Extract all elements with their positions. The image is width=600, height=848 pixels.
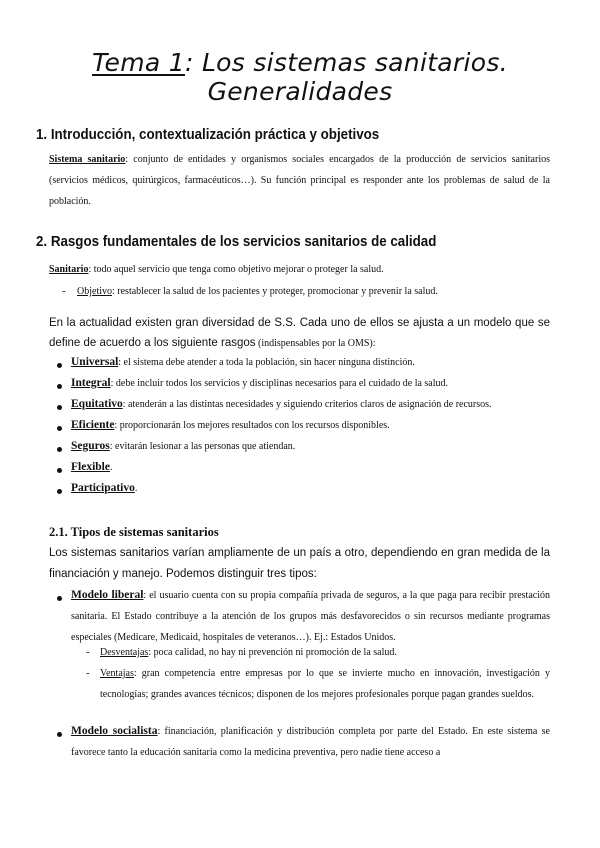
trait-equitativo [71, 398, 492, 410]
objetivo-definition [77, 286, 438, 297]
bullet-icon [57, 732, 62, 737]
modelo-liberal-term: Modelo liberal [71, 589, 144, 601]
trait-term: Eficiente [71, 419, 115, 431]
sanitario-definition [49, 264, 384, 275]
desventajas-text: : poca calidad, no hay ni prevención ni promoción de la salud. [148, 647, 397, 658]
section-2-1-heading: 2.1. Tipos de sistemas sanitarios [49, 525, 219, 539]
trait-text: : atenderán a las distintas necesidades y siguiendo criterios claros de asignación de recursos. [122, 399, 492, 410]
title-rest: : Los sistemas sanitarios. Generalidades [184, 48, 508, 106]
sistema-sanitario-text: : conjunto de entidades y organismos sociales encargados de la producción de servicios sanitarios (servicios médicos, quirúrgicos, farmacéuticos…). Su función principal es responder ante los problemas de salud de la población. [49, 154, 550, 207]
trait-universal [71, 356, 415, 368]
objetivo-text: : restablecer la salud de los pacientes y proteger, promocionar y prevenir la salud. [112, 286, 438, 297]
desventajas-dash: - [86, 646, 90, 658]
section-1-heading: 1. Introducción, contextualización práctica y objetivos [36, 127, 380, 143]
bullet-icon [57, 489, 62, 494]
bullet-icon [57, 447, 62, 452]
section-2-intro [49, 313, 550, 354]
objetivo-term: Objetivo [77, 286, 112, 297]
trait-term: Integral [71, 377, 111, 389]
sanitario-text: : todo aquel servicio que tenga como objetivo mejorar o proteger la salud. [88, 264, 384, 275]
sistema-sanitario-term: Sistema sanitario [49, 154, 126, 165]
document-title [0, 48, 600, 106]
trait-flexible [71, 461, 112, 473]
sanitario-term: Sanitario [49, 264, 89, 275]
section-1-paragraph [49, 149, 550, 212]
desventajas-term: Desventajas [100, 647, 149, 658]
desventajas-item [100, 647, 397, 658]
trait-term: Flexible [71, 461, 110, 473]
ventajas-term: Ventajas [100, 668, 134, 679]
modelo-liberal [71, 585, 550, 648]
trait-term: Equitativo [71, 398, 123, 410]
ventajas-text: : gran competencia entre empresas por lo que se invierte mucho en innovación, investigación y tecnologías; grandes avances técnicos; disponen de los mejores profesionales porque pagan grandes sueldos. [100, 668, 550, 700]
trait-participativo [71, 482, 137, 494]
trait-seguros [71, 440, 295, 452]
trait-term: Universal [71, 356, 119, 368]
bullet-icon [57, 596, 62, 601]
bullet-icon [57, 405, 62, 410]
section-2-heading: 2. Rasgos fundamentales de los servicios sanitarios de calidad [36, 234, 437, 250]
trait-text: : proporcionarán los mejores resultados con los recursos disponibles. [114, 420, 390, 431]
ventajas-item [100, 663, 550, 705]
modelo-socialista [71, 721, 550, 763]
modelo-liberal-text: : el usuario cuenta con su propia compañía privada de seguros, a la que paga para recibir prestación sanitaria. El Estado contribuye a la atención de los grupos más desfavorecidos o sin recursos mediante programas especiales (Medicare, Medicaid, hospitales de veteranos…). Ej.: Estados Unidos. [71, 590, 550, 643]
bullet-icon [57, 363, 62, 368]
section-2-intro-text: En la actualidad existen gran diversidad de S.S. Cada uno de ellos se ajusta a un modelo que se define de acuerdo a los siguiente rasgos [49, 317, 550, 349]
trait-term: Participativo [71, 482, 135, 494]
trait-text: : evitarán lesionar a las personas que atiendan. [109, 441, 296, 452]
modelo-socialista-text: : financiación, planificación y distribución completa por parte del Estado. En este sistema se favorece tanto la educación sanitaria como la medicina preventiva, pero nadie tiene acceso a [71, 726, 550, 758]
objetivo-dash: - [62, 285, 66, 297]
modelo-socialista-term: Modelo socialista [71, 725, 158, 737]
trait-eficiente [71, 419, 390, 431]
bullet-icon [57, 468, 62, 473]
trait-text: . [134, 483, 138, 494]
bullet-icon [57, 384, 62, 389]
trait-text: : debe incluir todos los servicios y disciplinas necesarios para el cuidado de la salud. [110, 378, 449, 389]
title-prefix: Tema 1 [92, 48, 185, 77]
ventajas-dash: - [86, 667, 90, 679]
section-2-intro-note: (indispensables por la OMS): [255, 338, 376, 349]
trait-text: . [109, 462, 113, 473]
trait-term: Seguros [71, 440, 110, 452]
bullet-icon [57, 426, 62, 431]
trait-integral [71, 377, 448, 389]
section-2-1-intro: Los sistemas sanitarios varían ampliamente de un país a otro, dependiendo en gran medida de la financiación y manejo. Podemos distinguir tres tipos: [49, 547, 550, 580]
trait-text: : el sistema debe atender a toda la población, sin hacer ninguna distinción. [118, 357, 415, 368]
